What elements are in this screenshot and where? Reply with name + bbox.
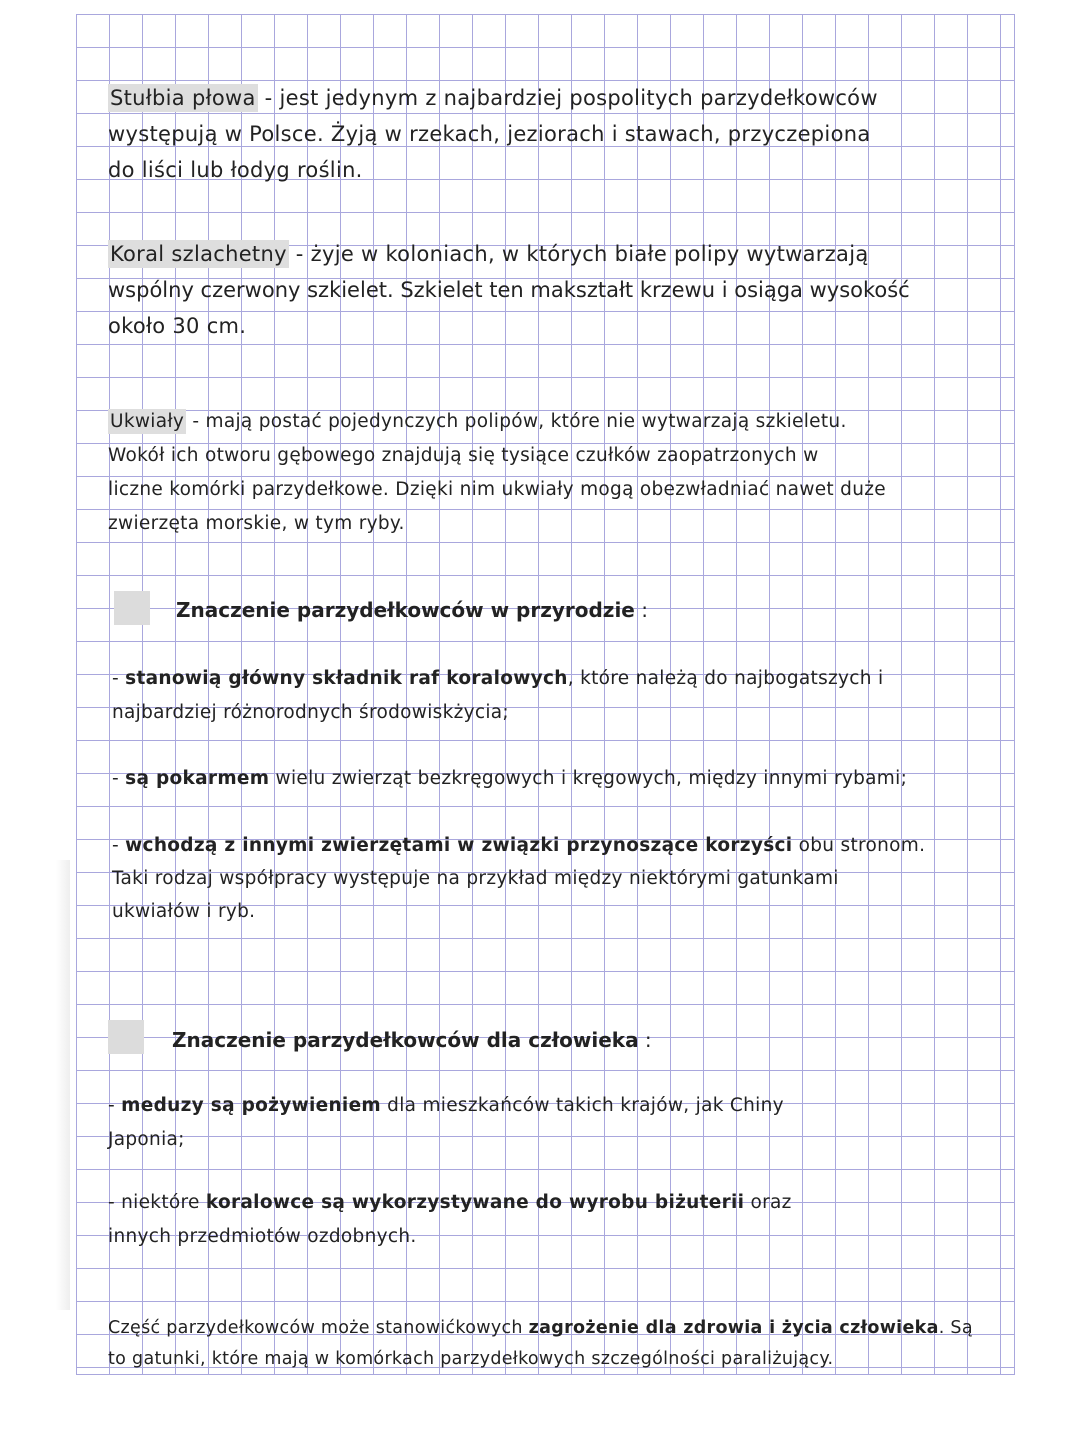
term-highlight: Ukwiały	[110, 411, 185, 432]
paragraph-line: zwierzęta morskie, w tym ryby.	[108, 513, 405, 534]
paragraph-line: do liści lub łodyg roślin.	[108, 158, 363, 182]
section-heading-nature: Znaczenie parzydełkowców w przyrodzie :	[176, 598, 648, 622]
paragraph-line: około 30 cm.	[108, 314, 247, 338]
paragraph-line: Koral szlachetny - żyje w koloniach, w których białe polipy wytwarzają	[110, 242, 869, 266]
list-item: - meduzy są pożywieniem dla mieszkańców takich krajów, jak Chiny Japonia;	[108, 1095, 784, 1150]
paragraph-closing: Część parzydełkowców może stanowićkowych zagrożenie dla zdrowia i życia człowieka. Są to gatunki, które mają w komórkach parzydełkowych szczególności paraliżujący.	[108, 1318, 973, 1369]
paragraph-line: występują w Polsce. Żyją w rzekach, jeziorach i stawach, przyczepiona	[108, 122, 871, 146]
term-highlight: Koral szlachetny	[110, 242, 287, 266]
paragraph-line: Ukwiały - mają postać pojedynczych polipów, które nie wytwarzają szkieletu.	[110, 411, 847, 432]
paragraph-koral	[108, 236, 910, 344]
section-marker	[108, 1020, 144, 1054]
paragraph-ukwialy	[108, 405, 886, 541]
term-highlight: Stułbia płowa	[110, 86, 256, 110]
section-marker	[114, 591, 150, 625]
list-item: - wchodzą z innymi zwierzętami w związki przynoszące korzyści obu stronom. Taki rodzaj współpracy występuje na przykład między niektórymi gatunkami ukwiałów i ryb.	[112, 835, 926, 922]
paragraph-line: wspólny czerwony szkielet. Szkielet ten makształt krzewu i osiąga wysokość	[108, 278, 910, 302]
paragraph-stulbia	[108, 80, 878, 188]
list-item: - niektóre koralowce są wykorzystywane do wyrobu biżuterii oraz innych przedmiotów ozdobnych.	[108, 1192, 792, 1247]
list-item: - stanowią główny składnik raf koralowych, które należą do najbogatszych i najbardziej różnorodnych środowiskżycia;	[112, 668, 884, 723]
section-heading-human: Znaczenie parzydełkowców dla człowieka :	[172, 1028, 652, 1052]
paragraph-line: Wokół ich otworu gębowego znajdują się tysiące czułków zaopatrzonych w	[108, 445, 819, 466]
paragraph-line: liczne komórki parzydełkowe. Dzięki nim ukwiały mogą obezwładniać nawet duże	[108, 479, 886, 500]
paragraph-line: Stułbia płowa - jest jedynym z najbardziej pospolitych parzydełkowców	[110, 86, 878, 110]
page-edge-shadow	[56, 860, 70, 1310]
list-item: - są pokarmem wielu zwierząt bezkręgowych i kręgowych, między innymi rybami;	[112, 768, 908, 789]
